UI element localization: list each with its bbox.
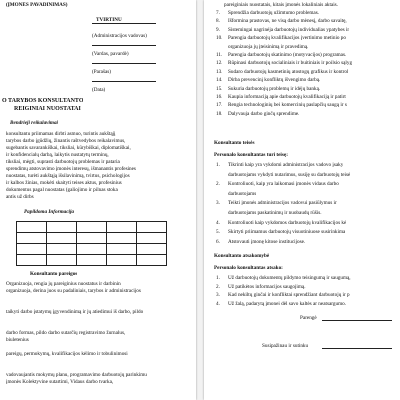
list-number: 11.	[216, 52, 223, 58]
list-number: 16.	[216, 94, 223, 100]
list-item-text: Kontroliuoti, kaip yra laikomasi įmonės vidaus darbo	[228, 181, 339, 188]
document-title-line2: REIGINIAI NUOSTATAI	[14, 106, 81, 112]
document-page-right	[204, 0, 400, 400]
text-line: pareigų, permokymų, kvalifikacijos kėlimo ir tobulinimosi	[6, 351, 128, 357]
list-item-text: Dalyvauja darbo ginčų sprendime.	[228, 110, 300, 117]
list-item-text: Atstovauti įmonę kitose institucijose.	[228, 238, 306, 245]
list-number: 17.	[216, 102, 223, 109]
text-line: tarybos darbo įgūdžių, žinantis raštvedybos reikalavimus,	[6, 138, 126, 144]
approval-name-label: (Vardas, pavardė)	[92, 51, 129, 57]
list-number: 3.	[216, 292, 220, 299]
list-number: 15.	[216, 85, 223, 92]
list-number: 1.	[216, 275, 220, 281]
list-item-text: Parengia darbuotojų skatinimo (motyvacijos) programas.	[228, 52, 347, 58]
list-item-text: Sistemingai nagrinėja darbuotojų individualias ypatybes ir	[228, 26, 350, 33]
text-line: sugebantis savarankiškai, tiksliai, kūrybiškai, diplomatiškai,	[6, 145, 131, 151]
list-number: 9.	[216, 26, 220, 33]
list-item-text: Dirba prevencinį konfliktų išvengimo darbą.	[228, 77, 321, 84]
list-item-text: darbuotojams	[228, 190, 257, 197]
list-item-text: Sukuria darbuotojų problemų ir idėjų banką.	[228, 85, 321, 92]
text-line: biuletenius	[6, 337, 29, 343]
approval-line	[92, 63, 156, 64]
list-number: 18.	[216, 110, 223, 117]
text-line: darbo formas, pildo darbo sutarčių registravimo žurnalus,	[6, 330, 126, 336]
list-item-text: Sudaro darbuotojų kasmetinių atostogų grafikus ir kontrol	[228, 68, 349, 75]
rights-subtitle: Personalo konsultantas turi teisę:	[214, 152, 288, 158]
approval-title: TVIRTINU	[96, 17, 122, 23]
info-table	[16, 221, 167, 266]
section-consultant-responsibility: Konsultanto atsakomybė	[214, 253, 270, 259]
list-item-text: Už patikėtos informacijos saugojimą.	[228, 283, 306, 290]
list-item-text: Už žalą, padarytą įmonei dėl savo kaltės ar neatsargumo.	[228, 300, 347, 307]
text-line: konsultantu priimamas dirbti asmuo, turintis aukštąjį	[6, 131, 116, 137]
list-item-text: Sprendžia darbuotojų užimtumo problemas.	[228, 10, 320, 16]
text-line: nuostatas, turėti aukštąją išsilavinimą, tvirtus, psichologijos	[6, 173, 130, 179]
text-line: dokumentus pagal nuostatas (galiojimo ir pilnas stoka	[6, 187, 118, 193]
document-title-line1: O TARYBOS KONSULTANTO	[2, 98, 84, 104]
approval-line	[92, 81, 156, 82]
list-item-text: Skirtyti priimamus darbuotojų visuotiniuose susirinkima	[228, 229, 346, 236]
section-consultant-rights: Konsultanto teisės	[214, 140, 255, 146]
list-number: 2.	[216, 283, 220, 290]
approval-signature-label: (Parašas)	[92, 69, 112, 75]
signature-line	[322, 348, 392, 349]
approval-date-label: (Data)	[92, 87, 106, 93]
list-number: 4.	[216, 300, 220, 307]
text-line: ir konfidencialų darbą, laikytis nustatytų terminų,	[6, 152, 109, 158]
list-item-text: Kontroliuoti kaip vykdomos darbuotojų kvalifikacijos kė	[228, 219, 347, 226]
list-item-text: Kaupia informaciją apie darbuotojų kvalifikaciją ir patirt	[228, 94, 346, 100]
list-item-text: Išformina prastovas, ne visą darbo mėnesį, darbo savaitę,	[228, 18, 347, 25]
text-line: Organizuoja, rengia jų pareiginius nuostatus ir darbinin	[6, 281, 121, 287]
list-number: 1.	[216, 162, 220, 168]
text-line: antis už dirbs	[6, 194, 34, 200]
list-number: 4.	[216, 219, 220, 226]
text-line: įmonės Kolektyvine sutartimi, Vidaus darbo tvarka,	[6, 379, 114, 385]
signature-line	[322, 320, 392, 321]
list-number: 10.	[216, 35, 223, 42]
section-consultant-duties: Konsultanto pareigos	[30, 271, 78, 277]
text-line: sprendimų atstovavimo įmonės interesų, išmanantis profesines	[6, 166, 136, 172]
list-item-text: Kad nekiltų ginčai ir konfliktai sprendžiant darbuotojų ir p	[228, 292, 350, 299]
approval-line	[92, 23, 156, 24]
list-number: 2.	[216, 181, 220, 188]
list-item-text: darbuotojams paskatinimų ir nuobaudų rūšis.	[228, 210, 322, 216]
company-name: (ĮMONĖS PAVADINIMAS)	[6, 2, 68, 8]
list-item-text: Rūpinasi darbuotojų socialiniais ir buitiniais ir poilsio sąlyg	[228, 60, 353, 67]
list-item-text: Už darbuotojų dokumentų pildymo teisingumą ir saugumą,	[228, 275, 351, 281]
text-line: vadovaujantis mokymų planu, programavimo darbuotojų parinkimu	[6, 372, 147, 378]
list-number: 13.	[216, 68, 223, 75]
list-number: 5.	[216, 229, 220, 236]
list-item-text: Teikti įmonės administracijos vadovui pasiūlymus ir	[228, 200, 337, 207]
document-page-left	[0, 0, 196, 400]
list-item-text: organizuoja jų įteisinimą ir pravedimą.	[228, 43, 309, 50]
section-additional-info: Papildoma Informacija	[24, 209, 75, 215]
list-item-text: Tikrinti kaip yra vykdomi administracijos vadovo įsaky	[228, 162, 344, 168]
acknowledged-label: Susipažinau ir sutinku	[262, 343, 309, 349]
approval-line	[92, 45, 156, 46]
text-line: ir kalbos žinias, mokėti skaityti teises aktus, profesinius	[6, 180, 122, 186]
list-number: 12.	[216, 60, 223, 67]
text-line: tiksliai, mėgti, suprasti darbuotojų problemas ir pataria	[6, 159, 120, 165]
list-item-text: Parengia darbuotojų kvalifikacijos įvertinimo metinio po	[228, 35, 346, 42]
approval-admin-label: (Administracijos vadovas)	[92, 33, 147, 39]
text-line: organizuoja, derina juos su padaliniais, tarybos ir administracijos	[6, 288, 141, 294]
section-general-requirements: Bendrieji reikalavimai	[10, 120, 58, 126]
list-item-text: darbuotojams vykdyti nutarimus, susiję su darbuotojų teisė	[228, 171, 351, 178]
list-number: 7.	[216, 10, 220, 16]
text-line: pareiginiais nuostatais, kitais įmonės lokaliniais aktais.	[224, 2, 338, 8]
list-number: 6.	[216, 238, 220, 245]
text-line: taikyti darbo įstatymų įgyvendinimą ir jų atiedimui iš darbo, pildo	[6, 309, 144, 315]
list-number: 8.	[216, 18, 220, 25]
list-number: 3.	[216, 200, 220, 207]
list-number: 14.	[216, 77, 223, 84]
responsibility-subtitle: Personalo konsultantas atsako:	[214, 265, 283, 271]
prepared-by-label: Parengė	[300, 315, 317, 321]
list-item-text: Rengia technologinių bei komercinių paslapčių saugą ir s	[228, 102, 347, 109]
